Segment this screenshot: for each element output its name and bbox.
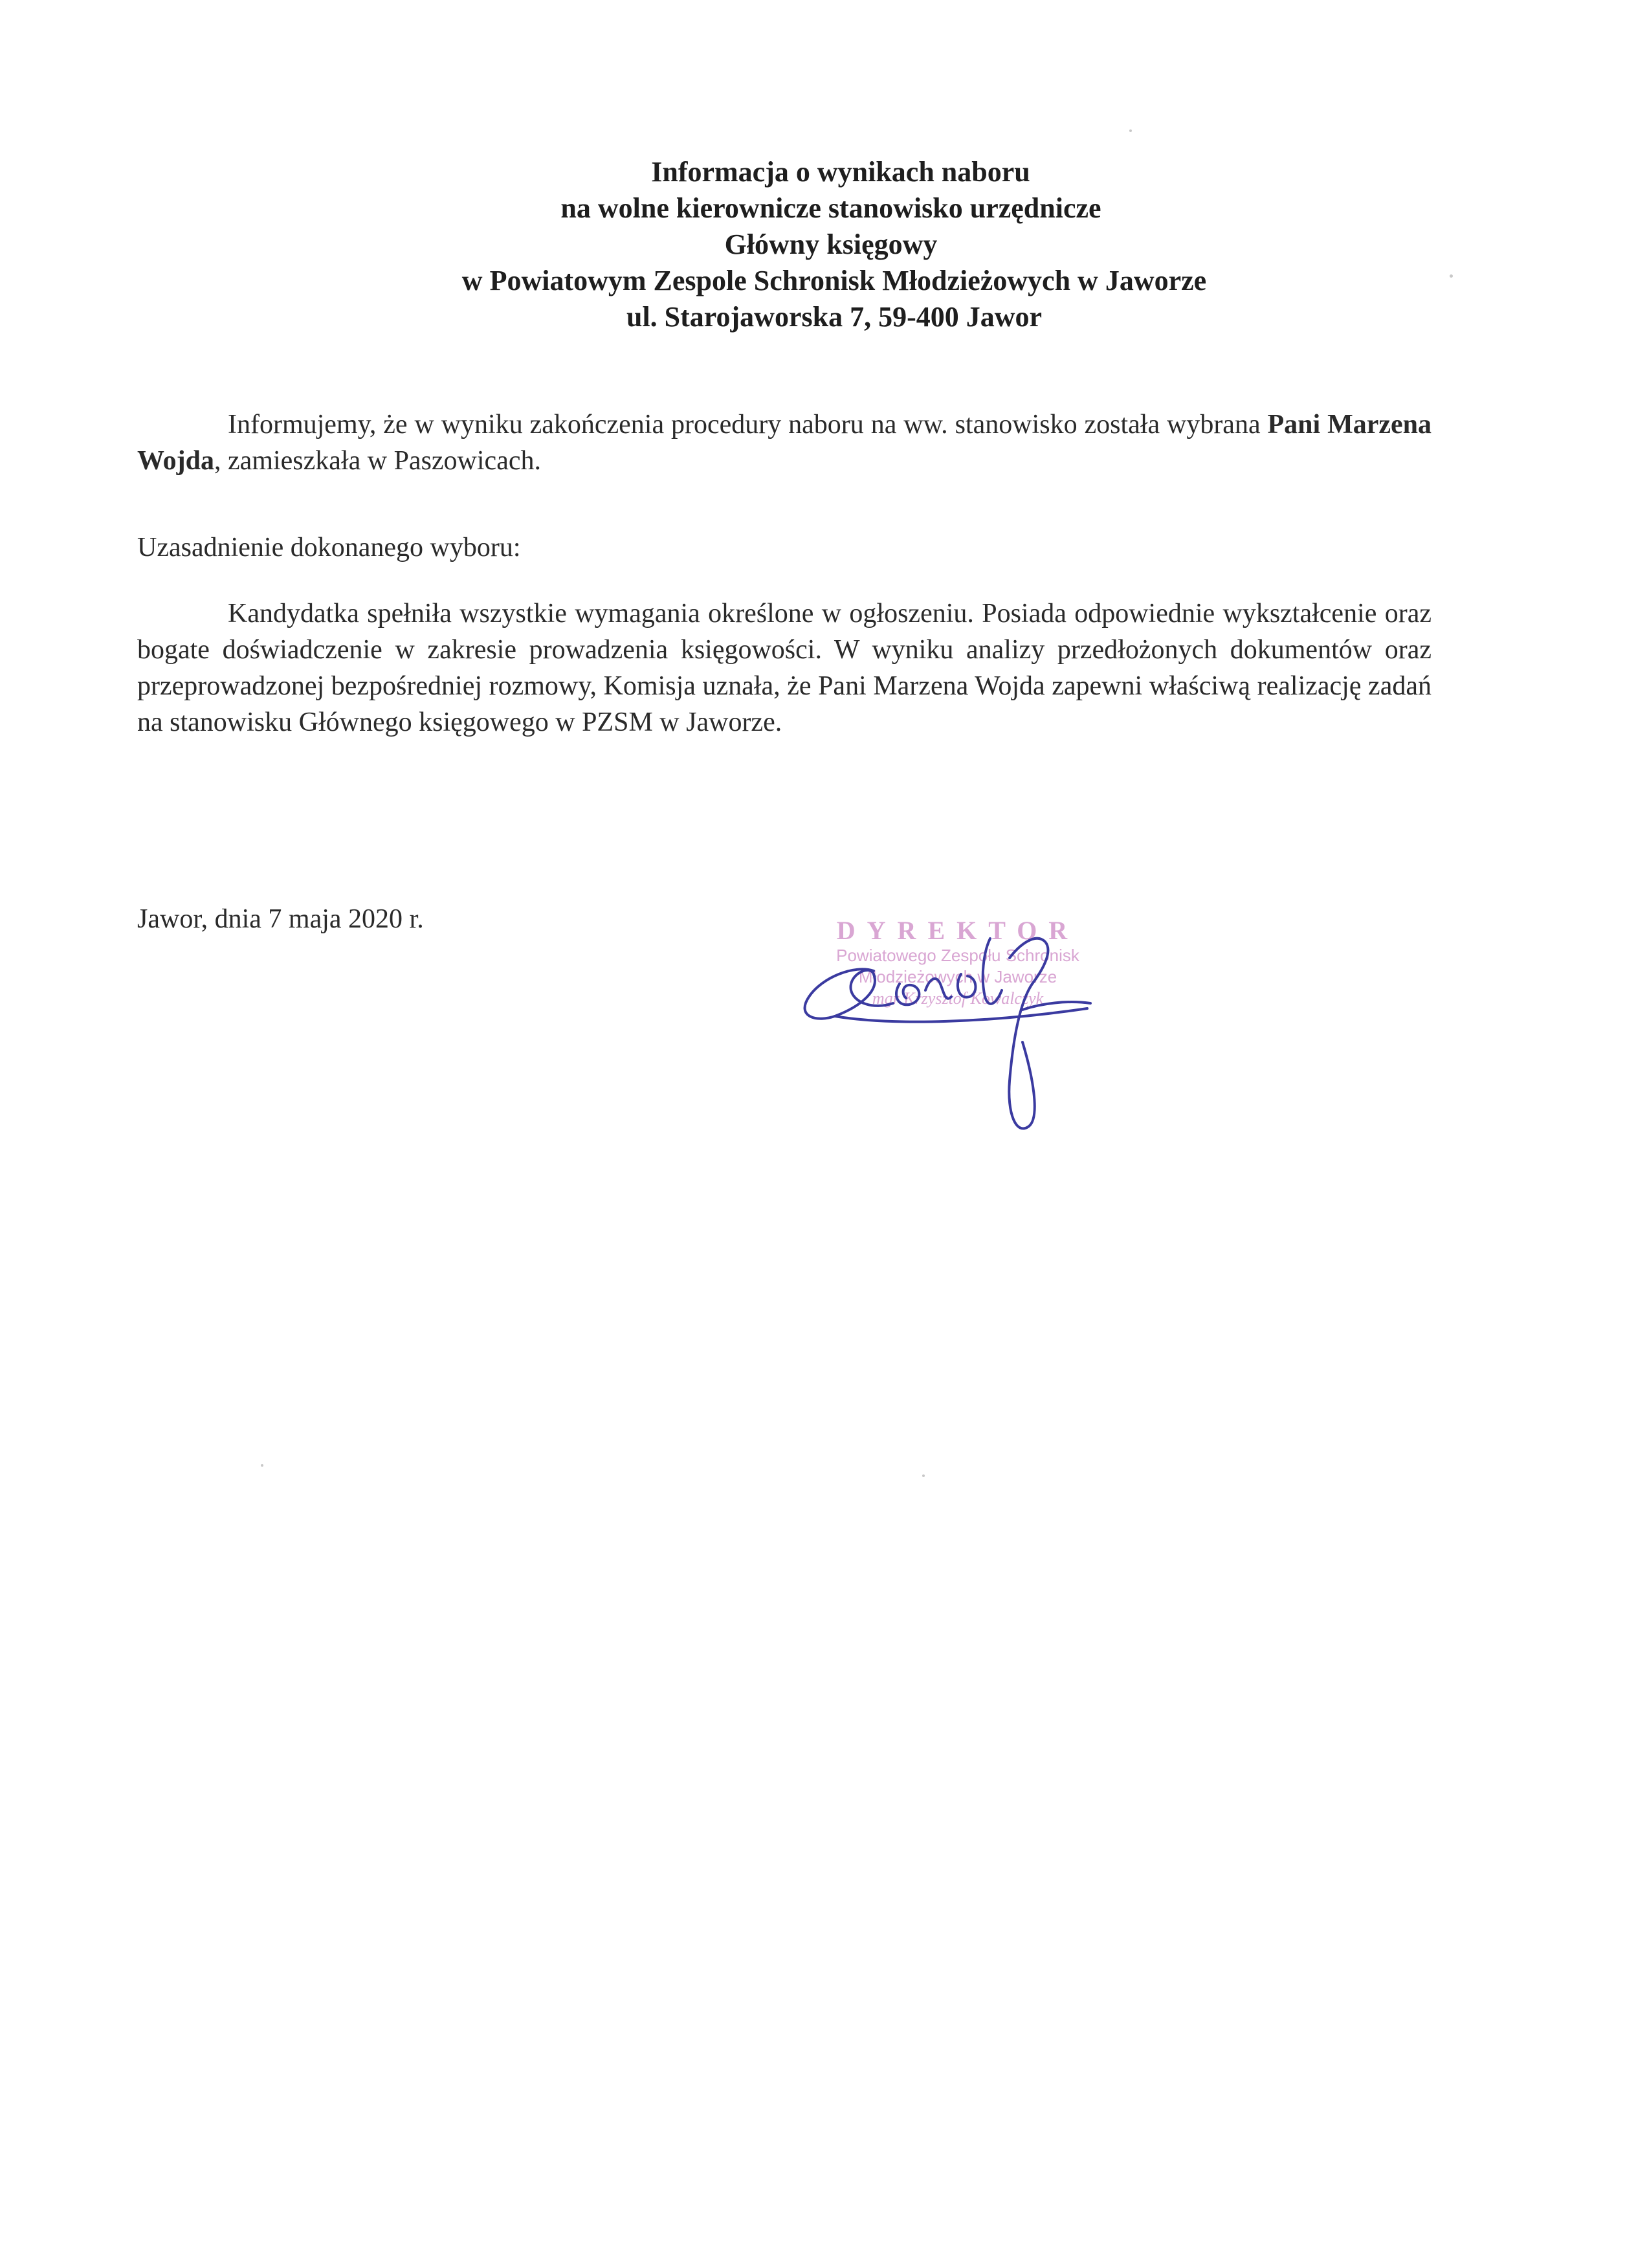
justification-paragraph: Kandydatka spełniła wszystkie wymagania określone w ogłoszeniu. Posiada odpowiednie wykształcenie oraz bogate doświadczenie w zakresie prowadzenia księgowości. W wyniku analizy przedłożonych dokumentów oraz przeprowadzonej bezpośredniej rozmowy, Komisja uznała, że Pani Marzena Wojda zapewni właściwą realizację zadań na stanowisku Głównego księgowego w PZSM w Jaworze. (137, 599, 1432, 737)
heading-line-1: Informacja o wynikach naboru (651, 156, 1030, 188)
announcement-text-end: , zamieszkała w Paszowicach. (214, 446, 541, 476)
handwritten-signature (796, 913, 1107, 1146)
announcement-text-start: Informujemy, że w wyniku zakończenia procedury naboru na ww. stanowisko została wybrana (228, 410, 1268, 439)
selected-candidate-name: Pani Marzena Wojda (137, 410, 1432, 476)
heading-line-3: Główny księgowy (724, 228, 938, 260)
scan-speck (1129, 129, 1132, 132)
scan-speck (1450, 274, 1453, 278)
justification-label: Uzasadnienie dokonanego wyboru: (137, 533, 521, 562)
stamp-title: DYREKTOR (836, 916, 1079, 945)
scan-speck (261, 1464, 263, 1467)
heading-line-2: na wolne kierownicze stanowisko urzędnicze (560, 192, 1101, 224)
stamp-line-2: Młodzieżowych w Jaworze (858, 967, 1057, 986)
heading-line-5: ul. Starojaworska 7, 59-400 Jawor (626, 301, 1043, 333)
stamp-line-3: mgr Krzysztof Kowalczyk (872, 989, 1044, 1008)
scan-speck (922, 1474, 925, 1477)
heading-line-4: w Powiatowym Zespole Schronisk Młodzieżowych w Jaworze (461, 265, 1207, 296)
date-line: Jawor, dnia 7 maja 2020 r. (137, 904, 424, 934)
stamp-line-1: Powiatowego Zespołu Schronisk (836, 946, 1079, 965)
document-heading (0, 154, 1636, 335)
announcement-paragraph (137, 406, 1432, 479)
